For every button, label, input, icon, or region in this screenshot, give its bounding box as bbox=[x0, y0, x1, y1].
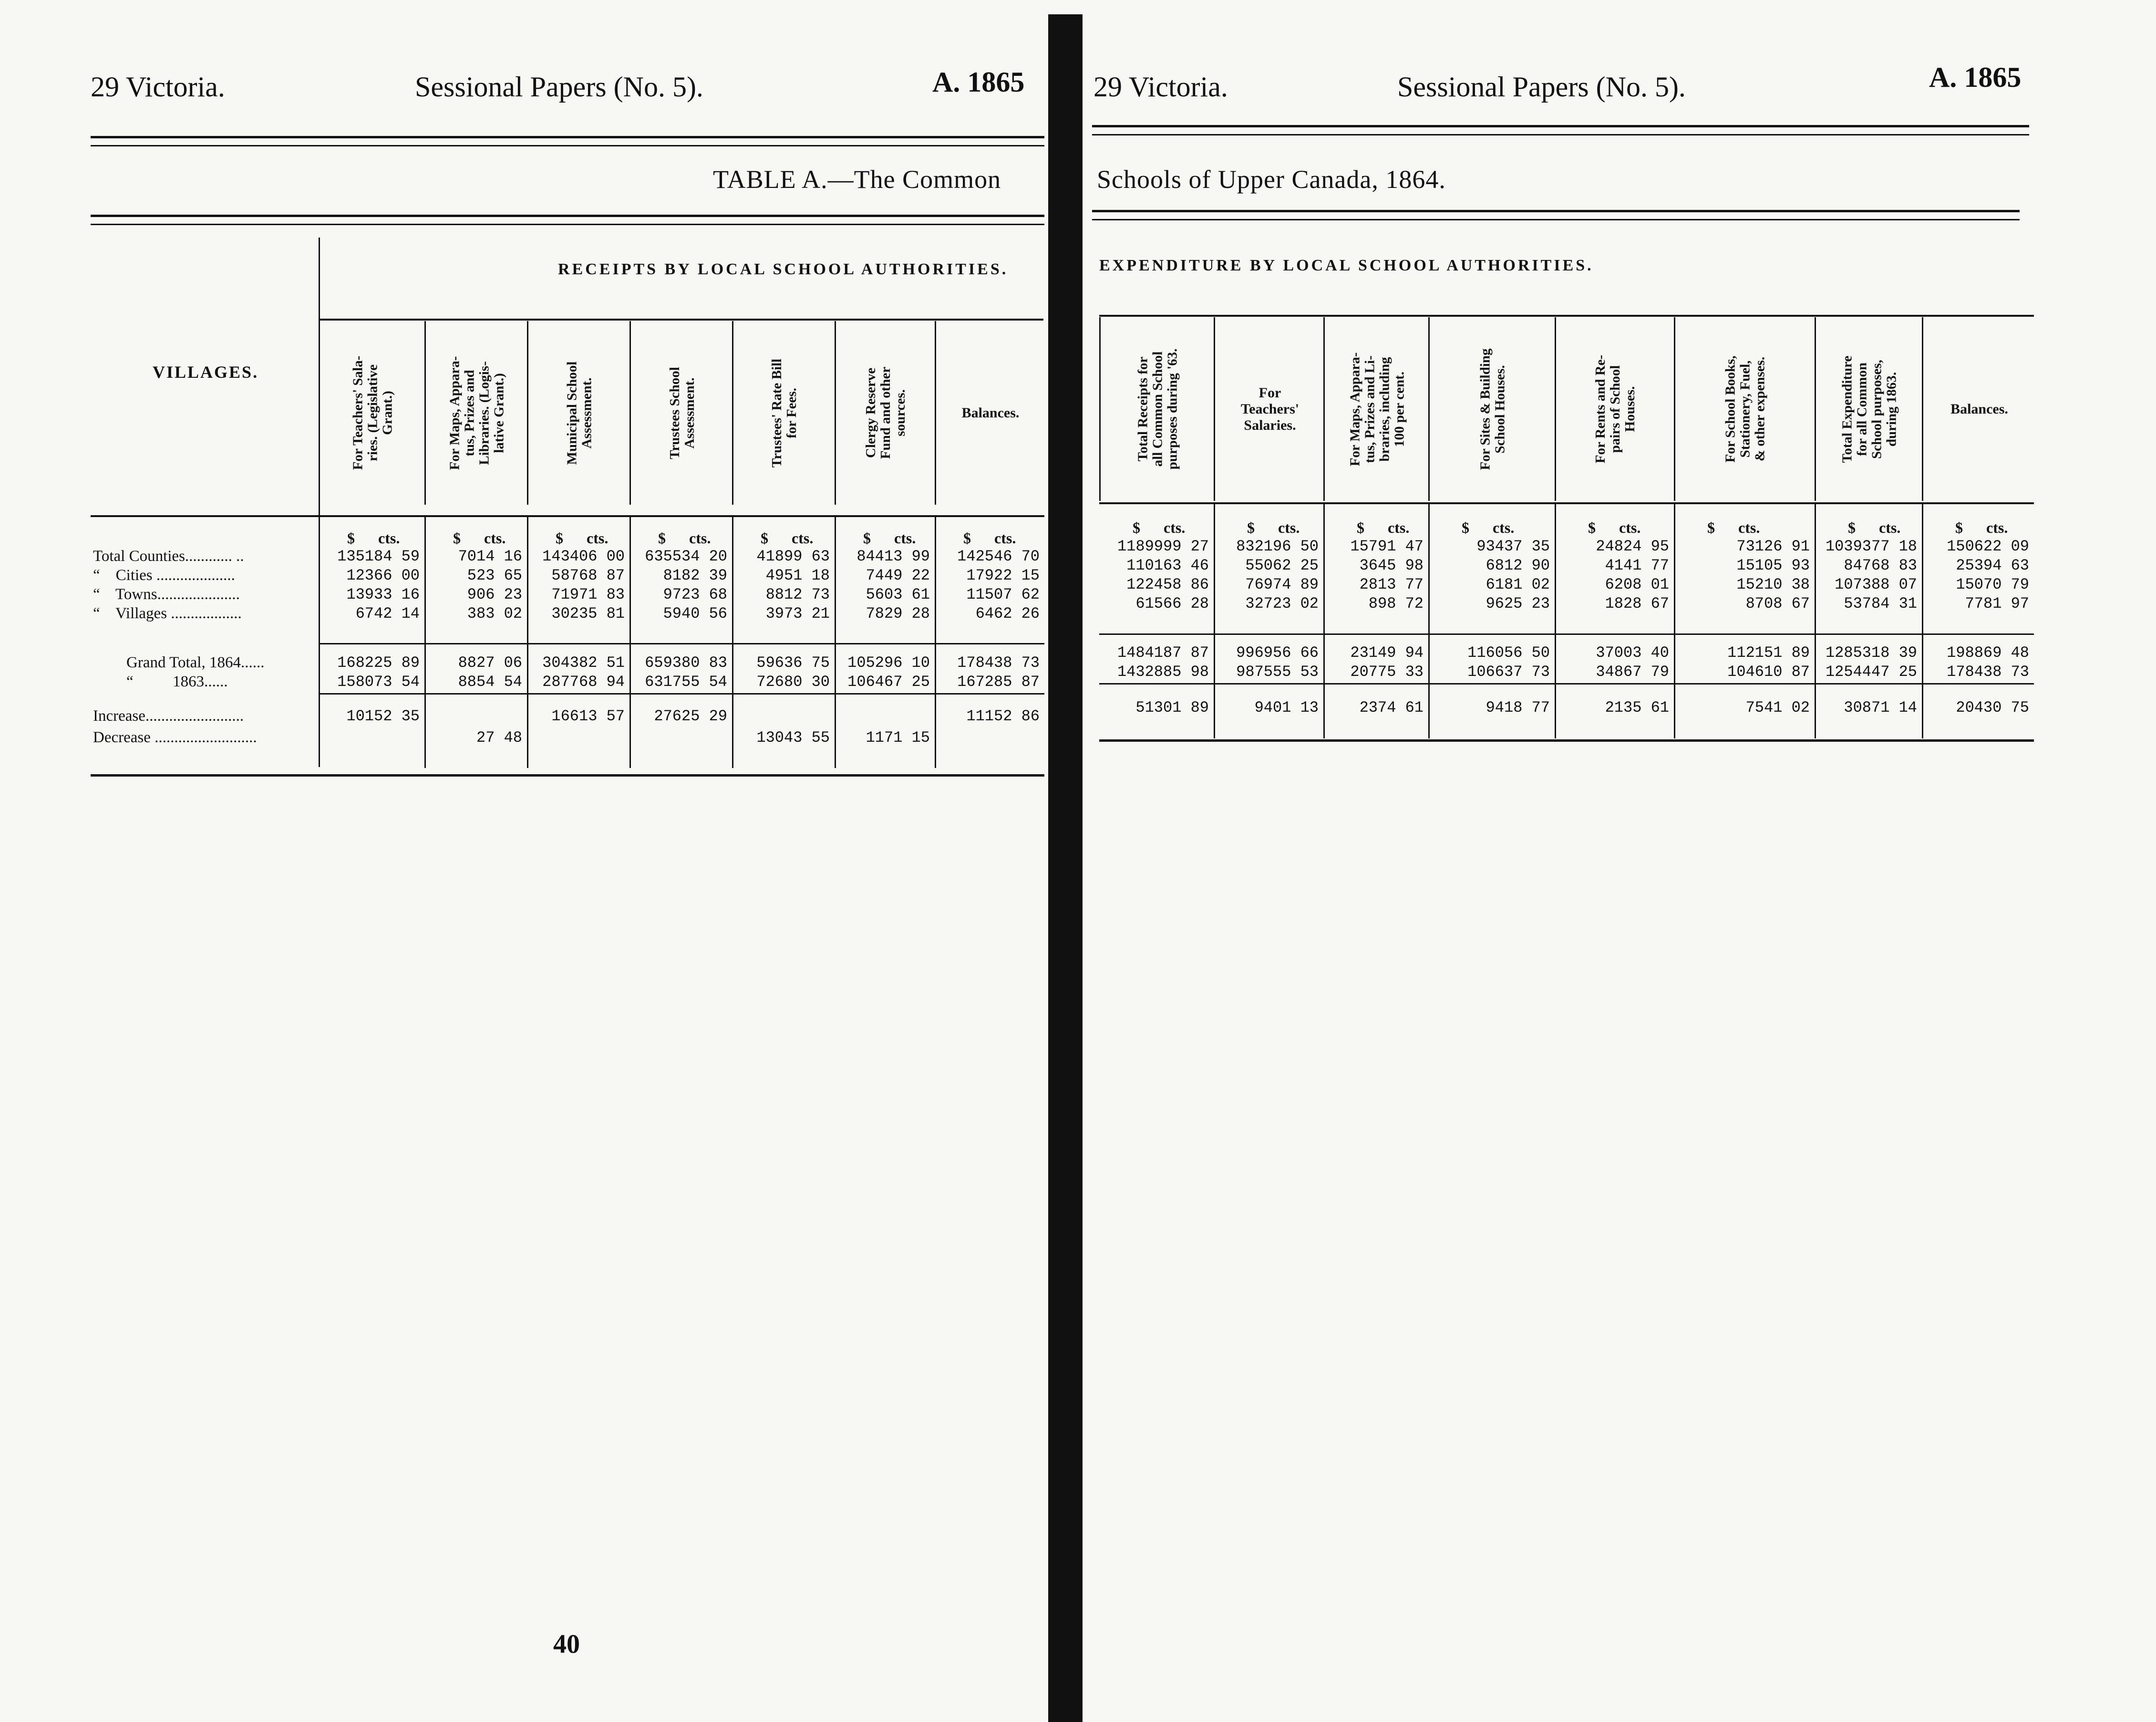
table-cell: 10152 35 bbox=[346, 707, 420, 725]
table-cell: 61566 28 bbox=[1135, 595, 1209, 612]
expenditure-col-balances bbox=[1922, 317, 2035, 501]
receipts-row bbox=[91, 567, 1044, 586]
table-cell: 104610 87 bbox=[1727, 663, 1810, 681]
right-title-rule bbox=[1092, 210, 2020, 220]
table-cell: 168225 89 bbox=[337, 654, 420, 672]
table-cell: 16613 57 bbox=[551, 707, 625, 725]
row-label: Total Counties............ .. bbox=[93, 548, 244, 565]
receipts-unit-dollar: $ bbox=[863, 529, 871, 547]
expenditure-unit-dollar: $ bbox=[1588, 519, 1596, 536]
left-header-rule bbox=[91, 136, 1044, 146]
expenditure-unit-cts: cts. bbox=[1388, 519, 1410, 536]
table-cell: 6181 02 bbox=[1485, 576, 1550, 593]
right-header-rule bbox=[1092, 125, 2029, 135]
table-cell: 12366 00 bbox=[346, 567, 420, 584]
left-header-year: A. 1865 bbox=[932, 66, 1025, 98]
table-cell: 150622 09 bbox=[1947, 538, 2029, 555]
table-cell: 6742 14 bbox=[355, 605, 420, 622]
expenditure-unit-dollar: $ bbox=[1955, 519, 1963, 536]
table-cell: 631755 54 bbox=[645, 673, 727, 691]
table-cell: 106637 73 bbox=[1467, 663, 1550, 681]
table-cell: 832196 50 bbox=[1236, 538, 1319, 555]
table-cell: 107388 07 bbox=[1835, 576, 1917, 593]
table-cell: 523 65 bbox=[467, 567, 522, 584]
table-cell: 4951 18 bbox=[765, 567, 830, 584]
table-cell: 55062 25 bbox=[1245, 557, 1319, 574]
table-cell: 2374 61 bbox=[1359, 699, 1424, 716]
receipts-col-3 bbox=[527, 321, 631, 505]
row-label: Grand Total, 1864...... bbox=[126, 654, 265, 671]
table-cell: 635534 20 bbox=[645, 548, 727, 565]
row-label: “ 1863...... bbox=[126, 673, 228, 690]
receipts-col-balances bbox=[935, 321, 1045, 505]
table-cell: 8827 06 bbox=[458, 654, 522, 672]
expenditure-unit-dollar: $ bbox=[1707, 519, 1715, 536]
expenditure-col-4-label: For Sites & Building School Houses. bbox=[1477, 348, 1508, 470]
table-cell: 15210 38 bbox=[1736, 576, 1810, 593]
expenditure-total-row bbox=[1099, 644, 2034, 663]
receipts-col-3-label: Municipal School Assessment. bbox=[564, 361, 595, 465]
row-label: “ Cities .................... bbox=[93, 567, 235, 584]
receipts-section-heading: RECEIPTS BY LOCAL SCHOOL AUTHORITIES. bbox=[558, 260, 1009, 278]
table-cell: 8708 67 bbox=[1745, 595, 1810, 612]
table-cell: 6462 26 bbox=[975, 605, 1040, 622]
receipts-unit-dollar: $ bbox=[347, 529, 355, 547]
table-cell: 6208 01 bbox=[1605, 576, 1669, 593]
expenditure-col-7-label: Total Expenditure for all Common School purposes, during 1863. bbox=[1839, 355, 1899, 463]
page-number: 40 bbox=[553, 1629, 580, 1659]
row-label: “ Villages .................. bbox=[93, 605, 242, 622]
table-cell: 53784 31 bbox=[1844, 595, 1917, 612]
table-cell: 3973 21 bbox=[765, 605, 830, 622]
expenditure-col-4 bbox=[1428, 317, 1556, 501]
expenditure-unit-dollar: $ bbox=[1133, 519, 1140, 536]
expenditure-row bbox=[1099, 538, 2034, 557]
right-expenditure-table bbox=[1099, 234, 2034, 773]
row-label: Decrease .......................... bbox=[93, 729, 257, 746]
table-cell: 58768 87 bbox=[551, 567, 625, 584]
villages-stub-header: VILLAGES. bbox=[153, 363, 259, 382]
table-cell: 3645 98 bbox=[1359, 557, 1424, 574]
right-page bbox=[1092, 0, 2156, 1722]
table-cell: 41899 63 bbox=[756, 548, 830, 565]
table-cell: 8812 73 bbox=[765, 586, 830, 603]
expenditure-row bbox=[1099, 576, 2034, 595]
right-header-year: A. 1865 bbox=[1929, 62, 2022, 93]
table-cell: 11152 86 bbox=[966, 707, 1040, 725]
table-cell: 9625 23 bbox=[1485, 595, 1550, 612]
table-cell: 32723 02 bbox=[1245, 595, 1319, 612]
expenditure-increase-row bbox=[1099, 699, 2034, 718]
receipts-increase-row bbox=[91, 707, 1044, 726]
table-cell: 6812 90 bbox=[1485, 557, 1550, 574]
table-cell: 996956 66 bbox=[1236, 644, 1319, 662]
table-cell: 7014 16 bbox=[458, 548, 522, 565]
receipts-unit-cts: cts. bbox=[792, 529, 814, 547]
receipts-unit-dollar: $ bbox=[556, 529, 563, 547]
table-cell: 73126 91 bbox=[1736, 538, 1810, 555]
right-table-title: Schools of Upper Canada, 1864. bbox=[1097, 165, 1446, 194]
table-cell: 17922 15 bbox=[966, 567, 1040, 584]
expenditure-col-3 bbox=[1323, 317, 1430, 501]
book-gutter bbox=[1048, 14, 1083, 1722]
receipts-col-5-label: Trustees' Rate Bill for Fees. bbox=[769, 358, 800, 467]
table-cell: 51301 89 bbox=[1135, 699, 1209, 716]
expenditure-section-heading: EXPENDITURE BY LOCAL SCHOOL AUTHORITIES. bbox=[1099, 257, 1594, 274]
expenditure-unit-dollar: $ bbox=[1247, 519, 1255, 536]
table-cell: 25394 63 bbox=[1956, 557, 2029, 574]
expenditure-col-5-label: For Rents and Re- pairs of School Houses. bbox=[1593, 354, 1638, 464]
table-cell: 2135 61 bbox=[1605, 699, 1669, 716]
receipts-col-4-label: Trustees School Assessment. bbox=[667, 366, 697, 459]
table-cell: 27 48 bbox=[476, 729, 522, 747]
receipts-decrease-row bbox=[91, 729, 1044, 748]
receipts-col-5 bbox=[732, 321, 836, 505]
table-cell: 158073 54 bbox=[337, 673, 420, 691]
table-cell: 122458 86 bbox=[1126, 576, 1209, 593]
table-cell: 13933 16 bbox=[346, 586, 420, 603]
expenditure-row bbox=[1099, 595, 2034, 614]
left-page bbox=[0, 0, 1049, 1722]
expenditure-unit-cts: cts. bbox=[1738, 519, 1760, 536]
right-header-session: 29 Victoria. bbox=[1093, 71, 1228, 103]
table-cell: 20430 75 bbox=[1956, 699, 2029, 716]
receipts-balances-label: Balances. bbox=[961, 405, 1020, 421]
expenditure-unit-cts: cts. bbox=[1879, 519, 1901, 536]
row-label: “ Towns..................... bbox=[93, 586, 240, 603]
table-cell: 34867 79 bbox=[1596, 663, 1669, 681]
table-cell: 383 02 bbox=[467, 605, 522, 622]
table-cell: 167285 87 bbox=[957, 673, 1040, 691]
table-cell: 1484187 87 bbox=[1117, 644, 1209, 662]
receipts-total-row bbox=[91, 673, 1044, 692]
table-cell: 1189999 27 bbox=[1117, 538, 1209, 555]
receipts-col-2 bbox=[424, 321, 528, 505]
receipts-unit-cts: cts. bbox=[587, 529, 609, 547]
table-cell: 1039377 18 bbox=[1825, 538, 1917, 555]
receipts-col-4 bbox=[629, 321, 733, 505]
expenditure-col-3-label: For Maps, Appara- tus, Prizes and Li- braries, including 100 per cent. bbox=[1347, 352, 1407, 466]
table-cell: 659380 83 bbox=[645, 654, 727, 672]
receipts-row bbox=[91, 605, 1044, 624]
receipts-unit-dollar: $ bbox=[761, 529, 768, 547]
table-cell: 5940 56 bbox=[663, 605, 727, 622]
receipts-col-6-label: Clergy Reserve Fund and other sources. bbox=[863, 366, 908, 459]
left-table-title: TABLE A.—The Common bbox=[713, 165, 1001, 194]
table-cell: 23149 94 bbox=[1350, 644, 1424, 662]
right-header-papers: Sessional Papers (No. 5). bbox=[1397, 71, 1686, 103]
receipts-total-row bbox=[91, 654, 1044, 673]
table-cell: 1171 15 bbox=[866, 729, 930, 747]
left-receipts-table bbox=[91, 238, 1044, 781]
table-cell: 8854 54 bbox=[458, 673, 522, 691]
expenditure-col-5 bbox=[1555, 317, 1675, 501]
table-cell: 178438 73 bbox=[1947, 663, 2029, 681]
receipts-col-2-label: For Maps, Appara- tus, Prizes and Libraries. (Logis- lative Grant.) bbox=[447, 356, 507, 470]
expenditure-teachers-label: For Teachers' Salaries. bbox=[1240, 384, 1300, 433]
table-cell: 112151 89 bbox=[1727, 644, 1810, 662]
expenditure-unit-cts: cts. bbox=[1493, 519, 1515, 536]
table-cell: 13043 55 bbox=[756, 729, 830, 747]
table-cell: 898 72 bbox=[1368, 595, 1424, 612]
receipts-unit-dollar: $ bbox=[963, 529, 971, 547]
table-cell: 143406 00 bbox=[542, 548, 625, 565]
expenditure-balances-label: Balances. bbox=[1950, 401, 2008, 417]
expenditure-unit-cts: cts. bbox=[1986, 519, 2008, 536]
receipts-unit-cts: cts. bbox=[484, 529, 506, 547]
expenditure-col-1 bbox=[1099, 317, 1215, 501]
table-cell: 105296 10 bbox=[847, 654, 930, 672]
table-cell: 1254447 25 bbox=[1825, 663, 1917, 681]
expenditure-unit-cts: cts. bbox=[1164, 519, 1186, 536]
table-cell: 59636 75 bbox=[756, 654, 830, 672]
table-cell: 7829 28 bbox=[866, 605, 930, 622]
table-cell: 987555 53 bbox=[1236, 663, 1319, 681]
expenditure-col-teachers bbox=[1214, 317, 1325, 501]
table-cell: 15070 79 bbox=[1956, 576, 2029, 593]
table-cell: 116056 50 bbox=[1467, 644, 1550, 662]
receipts-col-1 bbox=[319, 321, 426, 505]
table-cell: 84413 99 bbox=[856, 548, 930, 565]
expenditure-col-6-label: For School Books, Stationery, Fuel, & other expenses. bbox=[1723, 355, 1768, 463]
expenditure-col-6 bbox=[1674, 317, 1816, 501]
table-cell: 7781 97 bbox=[1965, 595, 2029, 612]
expenditure-unit-cts: cts. bbox=[1619, 519, 1641, 536]
receipts-unit-cts: cts. bbox=[894, 529, 916, 547]
table-cell: 1432885 98 bbox=[1117, 663, 1209, 681]
receipts-unit-cts: cts. bbox=[689, 529, 711, 547]
expenditure-col-7 bbox=[1815, 317, 1923, 501]
table-cell: 2813 77 bbox=[1359, 576, 1424, 593]
table-cell: 24824 95 bbox=[1596, 538, 1669, 555]
receipts-unit-dollar: $ bbox=[453, 529, 461, 547]
table-cell: 178438 73 bbox=[957, 654, 1040, 672]
table-cell: 906 23 bbox=[467, 586, 522, 603]
table-cell: 142546 70 bbox=[957, 548, 1040, 565]
table-cell: 15105 93 bbox=[1736, 557, 1810, 574]
table-cell: 9418 77 bbox=[1485, 699, 1550, 716]
table-cell: 72680 30 bbox=[756, 673, 830, 691]
receipts-row bbox=[91, 586, 1044, 605]
table-cell: 1285318 39 bbox=[1825, 644, 1917, 662]
table-cell: 11507 62 bbox=[966, 586, 1040, 603]
receipts-unit-dollar: $ bbox=[658, 529, 666, 547]
expenditure-unit-dollar: $ bbox=[1462, 519, 1469, 536]
table-cell: 30871 14 bbox=[1844, 699, 1917, 716]
table-cell: 198869 48 bbox=[1947, 644, 2029, 662]
table-cell: 71971 83 bbox=[551, 586, 625, 603]
receipts-col-6 bbox=[835, 321, 936, 505]
expenditure-row bbox=[1099, 557, 2034, 576]
table-cell: 27625 29 bbox=[654, 707, 727, 725]
expenditure-col-1-label: Total Receipts for all Common School purposes during '63. bbox=[1135, 348, 1180, 470]
expenditure-total-row bbox=[1099, 663, 2034, 682]
left-header-session: 29 Victoria. bbox=[91, 71, 225, 103]
table-cell: 84768 83 bbox=[1844, 557, 1917, 574]
table-cell: 4141 77 bbox=[1605, 557, 1669, 574]
table-cell: 9723 68 bbox=[663, 586, 727, 603]
table-cell: 37003 40 bbox=[1596, 644, 1669, 662]
expenditure-unit-cts: cts. bbox=[1278, 519, 1300, 536]
row-label: Increase......................... bbox=[93, 707, 244, 725]
left-header-papers: Sessional Papers (No. 5). bbox=[415, 71, 703, 103]
receipts-unit-cts: cts. bbox=[994, 529, 1016, 547]
table-cell: 287768 94 bbox=[542, 673, 625, 691]
table-cell: 7449 22 bbox=[866, 567, 930, 584]
receipts-row bbox=[91, 548, 1044, 567]
table-cell: 15791 47 bbox=[1350, 538, 1424, 555]
table-cell: 93437 35 bbox=[1476, 538, 1550, 555]
table-cell: 110163 46 bbox=[1126, 557, 1209, 574]
table-cell: 304382 51 bbox=[542, 654, 625, 672]
table-cell: 135184 59 bbox=[337, 548, 420, 565]
table-cell: 30235 81 bbox=[551, 605, 625, 622]
table-cell: 76974 89 bbox=[1245, 576, 1319, 593]
expenditure-unit-dollar: $ bbox=[1357, 519, 1364, 536]
table-cell: 20775 33 bbox=[1350, 663, 1424, 681]
left-title-rule bbox=[91, 215, 1044, 225]
receipts-col-1-label: For Teachers' Sala- ries. (Legislative Grant.) bbox=[350, 355, 395, 470]
table-cell: 9401 13 bbox=[1254, 699, 1319, 716]
table-cell: 106467 25 bbox=[847, 673, 930, 691]
table-cell: 7541 02 bbox=[1745, 699, 1810, 716]
receipts-unit-cts: cts. bbox=[378, 529, 400, 547]
table-cell: 5603 61 bbox=[866, 586, 930, 603]
table-cell: 1828 67 bbox=[1605, 595, 1669, 612]
expenditure-unit-dollar: $ bbox=[1848, 519, 1856, 536]
table-cell: 8182 39 bbox=[663, 567, 727, 584]
